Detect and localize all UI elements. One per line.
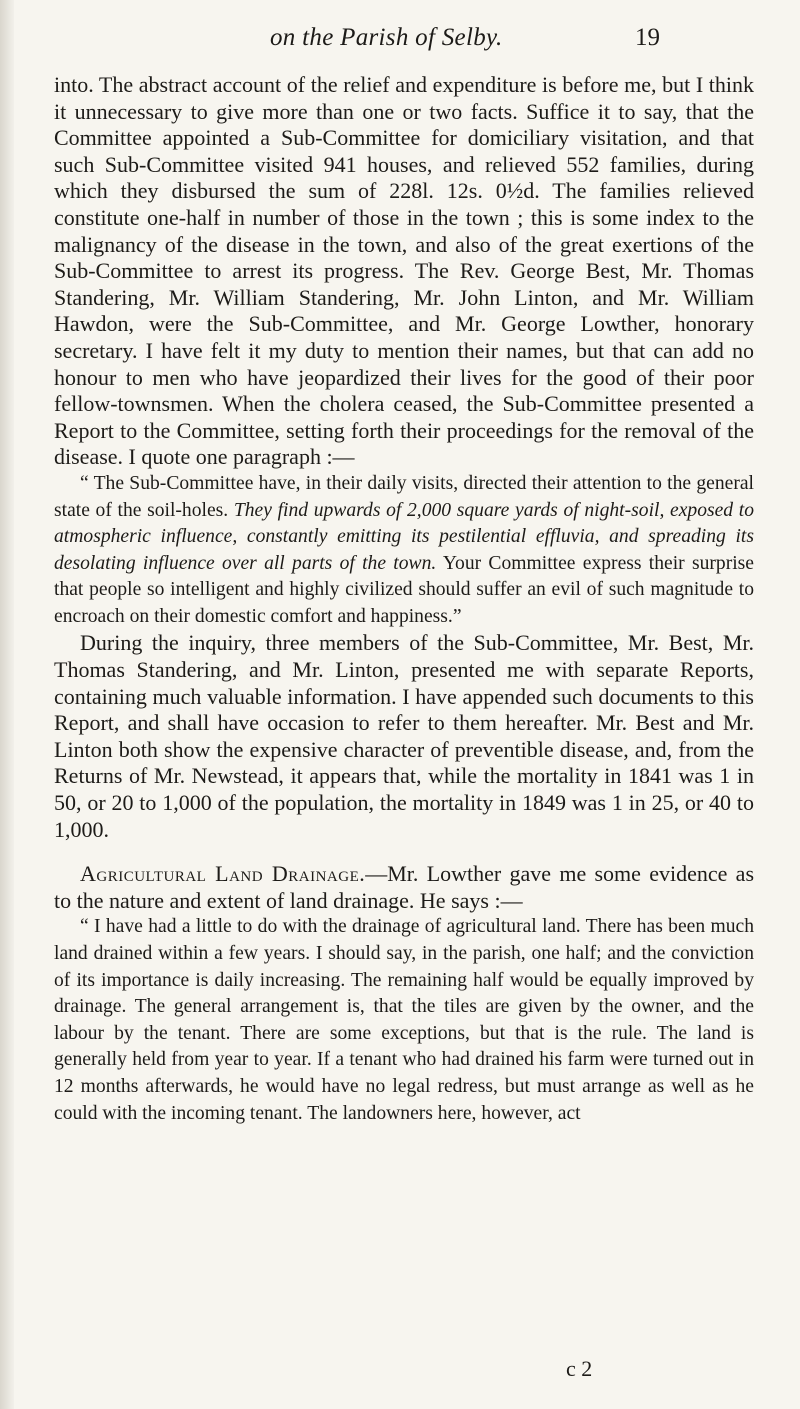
body-text (54, 72, 754, 1127)
running-title: on the Parish of Selby. (270, 24, 503, 51)
page-binding-edge (0, 0, 14, 1409)
quote-italic-passage: They find upwards of 2,000 square yards of night-soil, exposed to atmospheric influence, constantly emitting its pestilential effluvia, and spreading its desolating influence over all parts of the town. (54, 499, 754, 574)
section-gap (54, 843, 754, 861)
quote-end: Your Committee express their surprise that people so intelligent and highly civilized should suffer an evil of such magnitude to encroach on their domestic comfort and happiness.” (54, 552, 754, 627)
quote-start: “ The Sub-Committee have, in their daily visits, directed their attention to the general state of the soil-holes. (54, 472, 754, 521)
page-number: 19 (635, 24, 660, 51)
land-drainage-text: —Mr. Lowther gave me some evidence as to the nature and extent of land drainage. He says :— (54, 861, 755, 913)
section-heading: Agricultural Land Drainage. (80, 861, 366, 887)
paragraph-inquiry-reports: During the inquiry, three members of the Sub-Committee, Mr. Best, Mr. Thomas Standering, and Mr. Linton, presented me with separate Reports, containing much valuable information. I have appended such documents to this Report, and shall have occasion to refer to them hereafter. Mr. Best and Mr. Linton both show the expensive character of preventible disease, and, from the Returns of Mr. Newstead, it appears that, while the mortality in 1841 was 1 in 50, or 20 to 1,000 of the population, the mortality in 1849 was 1 in 25, or 40 to 1,000. (54, 630, 754, 842)
quote-sub-committee-report (54, 471, 754, 631)
signature-mark: c 2 (566, 1356, 593, 1381)
page-header (0, 18, 800, 58)
paragraph-land-drainage (54, 861, 754, 914)
quote-lowther-evidence: “ I have had a little to do with the drainage of agricultural land. There has been much land drained within a few years. I should say, in the parish, one half; and the conviction of its importance is daily increasing. The remaining half would be equally improved by drainage. The general arrangement is, that the tiles are given by the owner, and the labour by the tenant. There are some exceptions, but that is the rule. The land is generally held from year to year. If a tenant who had drained his farm were turned out in 12 months afterwards, he would have no legal redress, but must arrange as well as he could with the incoming tenant. The landowners here, however, act (54, 916, 754, 1124)
paragraph-relief-account: into. The abstract account of the relief and expenditure is before me, but I think it unnecessary to give more than one or two facts. Suffice it to say, that the Committee appointed a Sub-Committee for domiciliary visitation, and that such Sub-Committee visited 941 houses, and relieved 552 families, during which they disbursed the sum of 228l. 12s. 0½d. The families relieved constitute one-half in number of those in the town ; this is some index to the malignancy of the disease in the town, and also of the great exertions of the Sub-Committee to arrest its progress. The Rev. George Best, Mr. Thomas Standering, Mr. William Standering, Mr. John Linton, and Mr. William Hawdon, were the Sub-Committee, and Mr. George Lowther, honorary secretary. I have felt it my duty to mention their names, but that can add no honour to men who have jeopardized their lives for the good of their poor fellow-townsmen. When the cholera ceased, the Sub-Committee presented a Report to the Committee, setting forth their proceedings for the removal of the disease. I quote one paragraph :— (54, 72, 754, 470)
